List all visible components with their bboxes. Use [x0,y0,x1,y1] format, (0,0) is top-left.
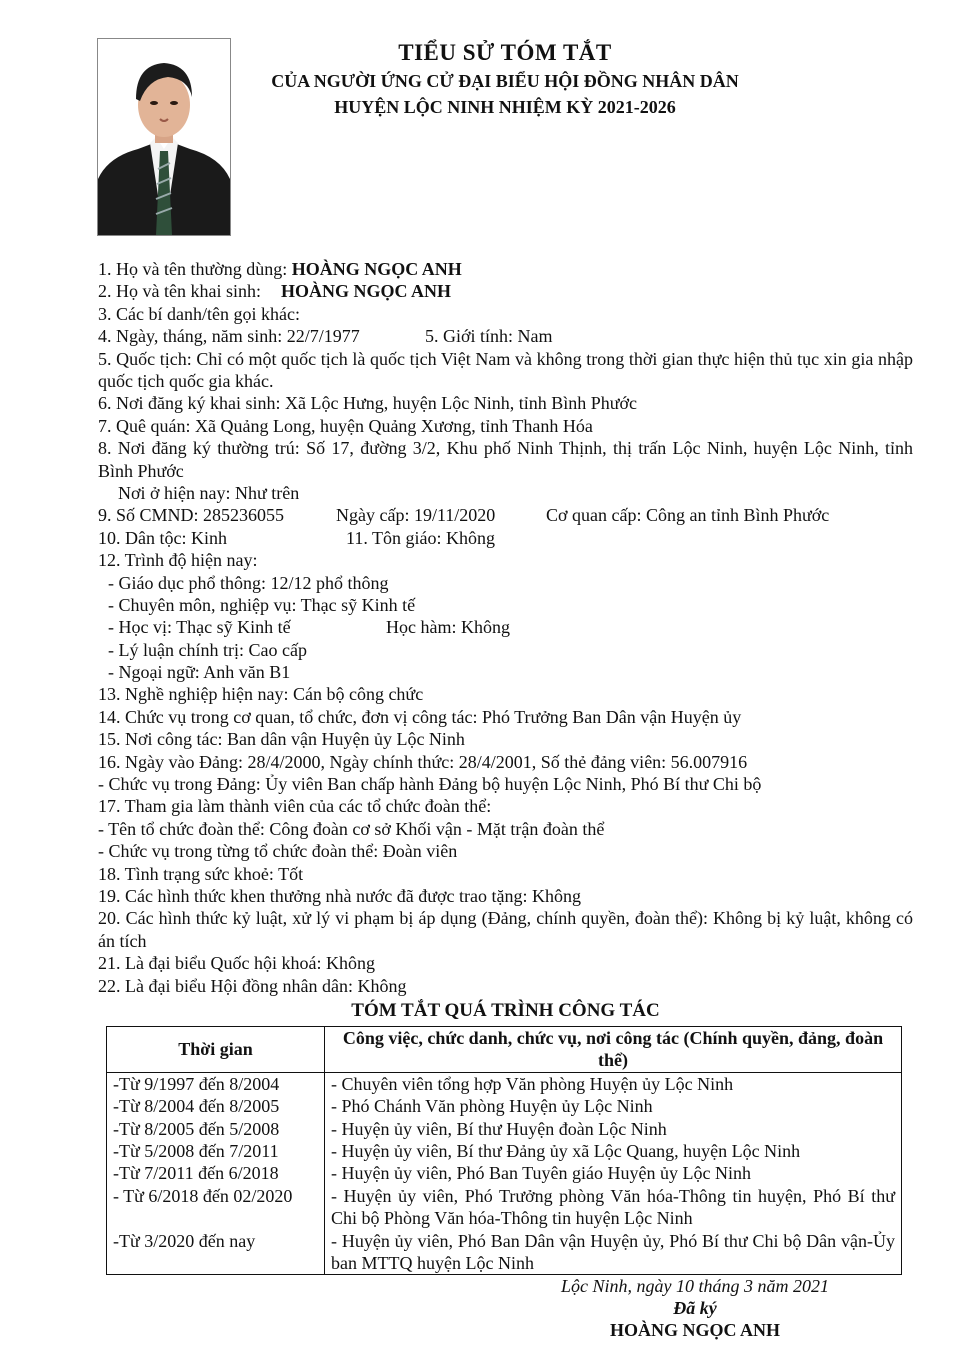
ethnicity: 10. Dân tộc: Kinh [98,527,227,548]
time-cell: -Từ 8/2004 đến 8/2005 [113,1096,280,1117]
time-cell: -Từ 5/2008 đến 7/2011 [113,1141,279,1162]
bio-line-18: 18. Tình trạng sức khoẻ: Tốt [98,863,304,884]
table-header-row [107,1027,902,1073]
description-cell: - Huyện ủy viên, Phó Ban Dân vận Huyện ủy, Phó Bí thư Chi bộ Dân vận-Ủy ban MTTQ huyện Lộc Ninh [331,1230,895,1274]
bio-line-2 [98,280,913,302]
id-issuer: Cơ quan cấp: Công an tỉnh Bình Phước [546,505,830,526]
bio-line-12b: - Chuyên môn, nghiệp vụ: Thạc sỹ Kinh tế [108,594,416,615]
bio-line-5-nationality: 5. Quốc tịch: Chỉ có một quốc tịch là quốc tịch Việt Nam và không trong thời gian thực hiện thủ tục xin gia nhập quốc tịch quốc gia khác. [98,348,913,391]
bio-line-1 [98,258,913,280]
birth-name-value: HOÀNG NGỌC ANH [280,281,451,302]
birth-name-label: 2. Họ và tên khai sinh: [98,281,261,302]
description-cell: - Huyện ủy viên, Phó Ban Tuyên giáo Huyện ủy Lộc Ninh [331,1163,751,1184]
bio-line-17a: - Tên tổ chức đoàn thể: Công đoàn cơ sở Khối vận - Mặt trận đoàn thể [98,818,605,839]
time-cell: - Từ 6/2018 đến 02/2020 [113,1185,293,1206]
column-header-time: Thời gian [107,1027,325,1073]
description-cell: - Huyện ủy viên, Bí thư Huyện đoàn Lộc Ninh [331,1118,667,1139]
bio-line-10 [98,527,913,549]
document-subtitle-1: CỦA NGƯỜI ỨNG CỬ ĐẠI BIỂU HỘI ĐỒNG NHÂN DÂN [271,71,739,91]
document-subtitle-2: HUYỆN LỘC NINH NHIỆM KỲ 2021-2026 [334,97,676,117]
religion: 11. Tôn giáo: Không [346,527,495,548]
signature-block [520,1275,870,1341]
bio-line-13: 13. Nghề nghiệp hiện nay: Cán bộ công chức [98,684,424,705]
common-name-label: 1. Họ và tên thường dùng: [98,259,292,279]
id-number: 9. Số CMND: 285236055 [98,505,285,526]
bio-line-12: 12. Trình độ hiện nay: [98,550,258,571]
bio-line-9 [98,504,913,526]
bio-line-17b: - Chức vụ trong từng tổ chức đoàn thể: Đoàn viên [98,841,458,862]
time-cell: -Từ 9/1997 đến 8/2004 [113,1073,280,1094]
bio-line-21: 21. Là đại biểu Quốc hội khoá: Không [98,953,375,974]
work-history-title: TÓM TẮT QUÁ TRÌNH CÔNG TÁC [351,1000,660,1021]
signed-note: Đã ký [673,1298,717,1318]
bio-line-12c [98,616,913,638]
bio-line-17: 17. Tham gia làm thành viên của các tổ chức đoàn thể: [98,796,492,817]
time-cell: -Từ 8/2005 đến 5/2008 [113,1118,280,1139]
time-column [107,1072,325,1275]
academic-degree: - Học vị: Thạc sỹ Kinh tế [108,617,291,638]
signer-name: HOÀNG NGỌC ANH [609,1320,780,1340]
id-issue-date: Ngày cấp: 19/11/2020 [336,505,496,526]
bio-line-12d: - Lý luận chính trị: Cao cấp [108,639,307,660]
time-cell: -Từ 7/2011 đến 6/2018 [113,1163,279,1184]
time-cell: -Từ 3/2020 đến nay [113,1230,256,1251]
bio-line-3: 3. Các bí danh/tên gọi khác: [98,303,300,324]
work-history-table [106,1026,902,1275]
bio-line-8-current: Nơi ở hiện nay: Như trên [118,482,300,503]
description-cell: - Phó Chánh Văn phòng Huyện ủy Lộc Ninh [331,1096,653,1117]
academic-title: Học hàm: Không [386,617,510,638]
description-column [325,1072,902,1275]
table-body-row [107,1072,902,1275]
column-header-description: Công việc, chức danh, chức vụ, nơi công tác (Chính quyền, đảng, đoàn thể) [325,1027,902,1073]
portrait-icon [98,39,230,235]
document-title: TIỂU SỬ TÓM TẮT [398,40,612,65]
common-name-value: HOÀNG NGỌC ANH [291,259,462,279]
bio-line-19: 19. Các hình thức khen thưởng nhà nước đã được trao tặng: Không [98,885,581,906]
bio-line-15: 15. Nơi công tác: Ban dân vận Huyện ủy Lộc Ninh [98,729,465,750]
bio-line-20: 20. Các hình thức kỷ luật, xử lý vi phạm bị áp dụng (Đảng, chính quyền, đoàn thể): Không bị kỷ luật, không có án tích [98,908,913,951]
description-cell: - Huyện ủy viên, Phó Trưởng phòng Văn hóa-Thông tin huyện, Phó Bí thư Chi bộ Phòng Văn hóa-Thông tin huyện Lộc Ninh [331,1185,895,1229]
bio-line-12a: - Giáo dục phổ thông: 12/12 phổ thông [108,572,389,593]
biography-section [98,258,913,997]
description-cell: - Huyện ủy viên, Bí thư Đảng ủy xã Lộc Quang, huyện Lộc Ninh [331,1141,801,1162]
bio-line-4 [98,325,913,347]
bio-line-12e: - Ngoại ngữ: Anh văn B1 [108,662,291,683]
portrait-photo [97,38,231,236]
bio-line-16: 16. Ngày vào Đảng: 28/4/2000, Ngày chính thức: 28/4/2001, Số thẻ đảng viên: 56.007916 [98,751,748,772]
bio-line-7: 7. Quê quán: Xã Quảng Long, huyện Quảng Xương, tỉnh Thanh Hóa [98,415,593,436]
bio-line-14: 14. Chức vụ trong cơ quan, tổ chức, đơn vị công tác: Phó Trưởng Ban Dân vận Huyện ủy [98,706,742,727]
document-header [240,38,770,120]
description-cell: - Chuyên viên tổng hợp Văn phòng Huyện ủy Lộc Ninh [331,1073,734,1094]
birth-date: 4. Ngày, tháng, năm sinh: 22/7/1977 [98,326,360,347]
bio-line-8-residence: 8. Nơi đăng ký thường trú: Số 17, đường 3/2, Khu phố Ninh Thịnh, thị trấn Lộc Ninh, huyện Lộc Ninh, tỉnh Bình Phước [98,438,913,481]
gender: 5. Giới tính: Nam [425,326,553,347]
place-date: Lộc Ninh, ngày 10 tháng 3 năm 2021 [561,1276,829,1296]
bio-line-16b: - Chức vụ trong Đảng: Ủy viên Ban chấp hành Đảng bộ huyện Lộc Ninh, Phó Bí thư Chi bộ [98,774,762,795]
bio-line-22: 22. Là đại biểu Hội đồng nhân dân: Không [98,975,407,996]
bio-line-6: 6. Nơi đăng ký khai sinh: Xã Lộc Hưng, huyện Lộc Ninh, tỉnh Bình Phước [98,393,637,414]
